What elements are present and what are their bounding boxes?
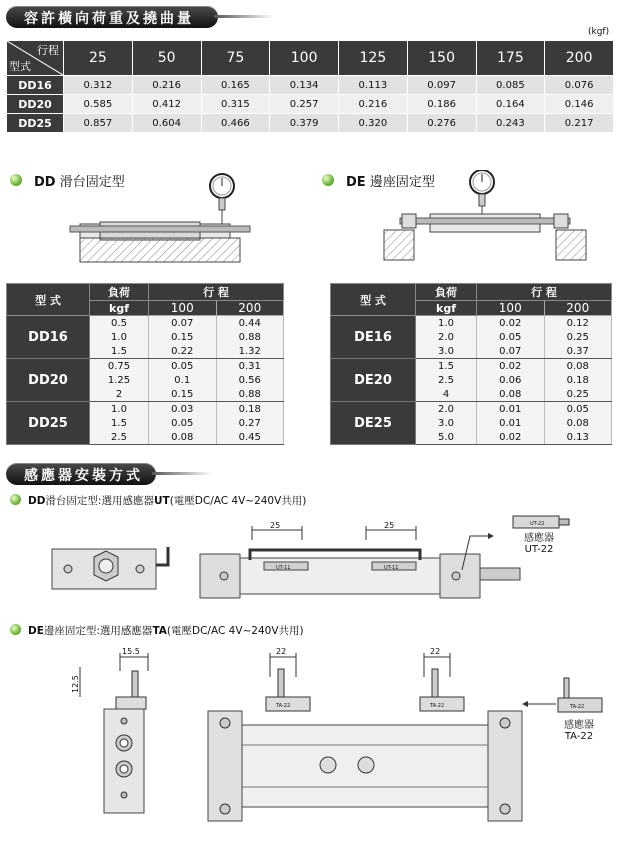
value-cell: 0.01 bbox=[477, 402, 545, 417]
value-cell: 0.18 bbox=[216, 402, 284, 417]
value-cell: 0.15 bbox=[149, 387, 217, 402]
de-deflection-table: 型 式 負荷 行 程 kgf 100 200 DE16 1.0 0.02 0.12 2.0 0.05 0.25 3.0 0.07 0.37 DE20 1.5 0.02 0.08 2.5 0.06 0.18 4 0.08 0.25 DE25 2.0 0.01 0.05 3.0 0.01 0.08 5.0 0.02 0.13 bbox=[330, 283, 612, 445]
sensor-ut-label: 感應器 UT-22 bbox=[524, 533, 554, 555]
value-cell: 0.165 bbox=[201, 76, 270, 95]
stroke-header: 50 bbox=[132, 41, 201, 76]
leader-arrow bbox=[520, 692, 560, 714]
stroke-header: 25 bbox=[64, 41, 133, 76]
value-cell: 0.05 bbox=[544, 402, 612, 417]
svg-text:25: 25 bbox=[270, 521, 281, 530]
value-cell: 1.5 bbox=[90, 344, 149, 359]
model-cell: DD20 bbox=[7, 95, 64, 114]
corner-header: 行程 型式 bbox=[7, 41, 64, 76]
value-cell: 0.06 bbox=[477, 373, 545, 387]
table-row bbox=[7, 76, 614, 95]
svg-text:UT-11: UT-11 bbox=[384, 565, 399, 571]
value-cell: 0.25 bbox=[544, 387, 612, 402]
svg-text:TA-22: TA-22 bbox=[570, 704, 585, 710]
value-cell: 0.45 bbox=[216, 430, 284, 445]
sensor-ta-icon bbox=[556, 676, 606, 716]
value-cell: 0.257 bbox=[270, 95, 339, 114]
value-cell: 0.08 bbox=[477, 387, 545, 402]
value-cell: 1.25 bbox=[90, 373, 149, 387]
value-cell: 0.097 bbox=[407, 76, 476, 95]
value-cell: 0.03 bbox=[149, 402, 217, 417]
value-cell: 0.44 bbox=[216, 316, 284, 331]
model-cell: DE25 bbox=[331, 402, 416, 445]
sensor-ta-label: 感應器 TA-22 bbox=[564, 720, 594, 742]
value-cell: 0.75 bbox=[90, 359, 149, 374]
value-cell: 0.276 bbox=[407, 114, 476, 133]
svg-text:15.5: 15.5 bbox=[122, 647, 140, 656]
value-cell: 0.585 bbox=[64, 95, 133, 114]
value-cell: 0.22 bbox=[149, 344, 217, 359]
leader-arrow bbox=[460, 528, 500, 578]
value-cell: 3.0 bbox=[416, 344, 477, 359]
value-cell: 0.02 bbox=[477, 359, 545, 374]
stroke-header: 125 bbox=[339, 41, 408, 76]
de-heading: DE 邊座固定型 bbox=[346, 175, 435, 190]
value-cell: 0.08 bbox=[544, 416, 612, 430]
value-cell: 0.216 bbox=[132, 76, 201, 95]
value-cell: 1.0 bbox=[90, 330, 149, 344]
value-cell: 0.164 bbox=[476, 95, 545, 114]
model-cell: DD25 bbox=[7, 114, 64, 133]
value-cell: 0.186 bbox=[407, 95, 476, 114]
table-row bbox=[331, 402, 612, 417]
svg-text:UT-22: UT-22 bbox=[530, 521, 545, 527]
load-deflection-table bbox=[6, 40, 614, 133]
svg-text:22: 22 bbox=[276, 647, 287, 656]
value-cell: 0.312 bbox=[64, 76, 133, 95]
section-title: 感應器安裝方式 bbox=[24, 468, 143, 484]
value-cell: 4 bbox=[416, 387, 477, 402]
value-cell: 1.5 bbox=[416, 359, 477, 374]
stroke-header: 200 bbox=[545, 41, 614, 76]
svg-text:UT-11: UT-11 bbox=[276, 565, 291, 571]
sensor-de-heading: DE邊座固定型:選用感應器TA(電壓DC/AC 4V~240V共用) bbox=[28, 625, 304, 637]
svg-text:TA-22: TA-22 bbox=[430, 703, 445, 709]
value-cell: 0.5 bbox=[90, 316, 149, 331]
model-cell: DD20 bbox=[7, 359, 90, 402]
table-row bbox=[7, 95, 614, 114]
value-cell: 0.05 bbox=[149, 416, 217, 430]
value-cell: 0.243 bbox=[476, 114, 545, 133]
value-cell: 0.466 bbox=[201, 114, 270, 133]
value-cell: 0.076 bbox=[545, 76, 614, 95]
value-cell: 2.5 bbox=[90, 430, 149, 445]
value-cell: 0.05 bbox=[477, 330, 545, 344]
value-cell: 0.12 bbox=[544, 316, 612, 331]
table-row bbox=[7, 402, 284, 417]
table-row bbox=[7, 316, 284, 331]
value-cell: 0.320 bbox=[339, 114, 408, 133]
value-cell: 0.216 bbox=[339, 95, 408, 114]
de-deflection-diagram bbox=[380, 170, 590, 270]
stroke-header: 175 bbox=[476, 41, 545, 76]
de-top-view bbox=[198, 645, 538, 835]
unit-label: (kgf) bbox=[588, 27, 610, 37]
value-cell: 3.0 bbox=[416, 416, 477, 430]
value-cell: 0.07 bbox=[149, 316, 217, 331]
value-cell: 2 bbox=[90, 387, 149, 402]
value-cell: 0.07 bbox=[477, 344, 545, 359]
value-cell: 0.146 bbox=[545, 95, 614, 114]
bullet-icon bbox=[10, 624, 21, 635]
value-cell: 0.88 bbox=[216, 387, 284, 402]
value-cell: 2.0 bbox=[416, 402, 477, 417]
svg-text:12.5: 12.5 bbox=[71, 675, 80, 693]
value-cell: 1.0 bbox=[416, 316, 477, 331]
model-cell: DE20 bbox=[331, 359, 416, 402]
value-cell: 0.113 bbox=[339, 76, 408, 95]
bullet-icon bbox=[10, 494, 21, 505]
stroke-header: 75 bbox=[201, 41, 270, 76]
svg-text:TA-22: TA-22 bbox=[276, 703, 291, 709]
value-cell: 1.32 bbox=[216, 344, 284, 359]
value-cell: 0.05 bbox=[149, 359, 217, 374]
dd-side-view bbox=[50, 545, 190, 605]
value-cell: 0.13 bbox=[544, 430, 612, 445]
value-cell: 0.604 bbox=[132, 114, 201, 133]
bullet-icon bbox=[10, 174, 22, 186]
value-cell: 0.56 bbox=[216, 373, 284, 387]
value-cell: 0.27 bbox=[216, 416, 284, 430]
value-cell: 2.0 bbox=[416, 330, 477, 344]
section-banner-sensor bbox=[6, 463, 156, 485]
value-cell: 0.134 bbox=[270, 76, 339, 95]
bullet-icon bbox=[322, 174, 334, 186]
stroke-header: 100 bbox=[270, 41, 339, 76]
stroke-header: 150 bbox=[407, 41, 476, 76]
value-cell: 0.857 bbox=[64, 114, 133, 133]
model-cell: DD25 bbox=[7, 402, 90, 445]
value-cell: 2.5 bbox=[416, 373, 477, 387]
dd-heading: DD 滑台固定型 bbox=[34, 175, 125, 190]
value-cell: 0.01 bbox=[477, 416, 545, 430]
value-cell: 0.412 bbox=[132, 95, 201, 114]
value-cell: 0.1 bbox=[149, 373, 217, 387]
svg-text:22: 22 bbox=[430, 647, 441, 656]
value-cell: 0.08 bbox=[544, 359, 612, 374]
value-cell: 0.37 bbox=[544, 344, 612, 359]
table-row bbox=[331, 359, 612, 374]
value-cell: 0.085 bbox=[476, 76, 545, 95]
value-cell: 0.315 bbox=[201, 95, 270, 114]
value-cell: 0.25 bbox=[544, 330, 612, 344]
svg-text:25: 25 bbox=[384, 521, 395, 530]
value-cell: 0.02 bbox=[477, 316, 545, 331]
section-title: 容許橫向荷重及撓曲量 bbox=[24, 11, 194, 27]
value-cell: 5.0 bbox=[416, 430, 477, 445]
model-cell: DE16 bbox=[331, 316, 416, 359]
value-cell: 0.31 bbox=[216, 359, 284, 374]
table-row bbox=[7, 359, 284, 374]
sensor-dd-heading: DD滑台固定型:選用感應器UT(電壓DC/AC 4V~240V共用) bbox=[28, 495, 307, 507]
value-cell: 0.379 bbox=[270, 114, 339, 133]
de-end-view bbox=[66, 645, 156, 825]
model-cell: DD16 bbox=[7, 76, 64, 95]
value-cell: 0.217 bbox=[545, 114, 614, 133]
dd-deflection-table: 型 式 負荷 行 程 kgf 100 200 DD16 0.5 0.07 0.44 1.0 0.15 0.88 1.5 0.22 1.32 DD20 0.75 0.05 0.31 1.25 0.1 0.56 2 0.15 0.88 DD25 1.0 0.03 0.18 1.5 0.05 0.27 2.5 0.08 0.45 bbox=[6, 283, 284, 445]
value-cell: 0.18 bbox=[544, 373, 612, 387]
value-cell: 0.02 bbox=[477, 430, 545, 445]
value-cell: 0.08 bbox=[149, 430, 217, 445]
value-cell: 0.88 bbox=[216, 330, 284, 344]
model-cell: DD16 bbox=[7, 316, 90, 359]
value-cell: 1.0 bbox=[90, 402, 149, 417]
dd-deflection-diagram bbox=[60, 170, 260, 270]
table-row bbox=[7, 114, 614, 133]
section-banner-load bbox=[6, 6, 218, 28]
value-cell: 1.5 bbox=[90, 416, 149, 430]
table-row bbox=[331, 316, 612, 331]
value-cell: 0.15 bbox=[149, 330, 217, 344]
